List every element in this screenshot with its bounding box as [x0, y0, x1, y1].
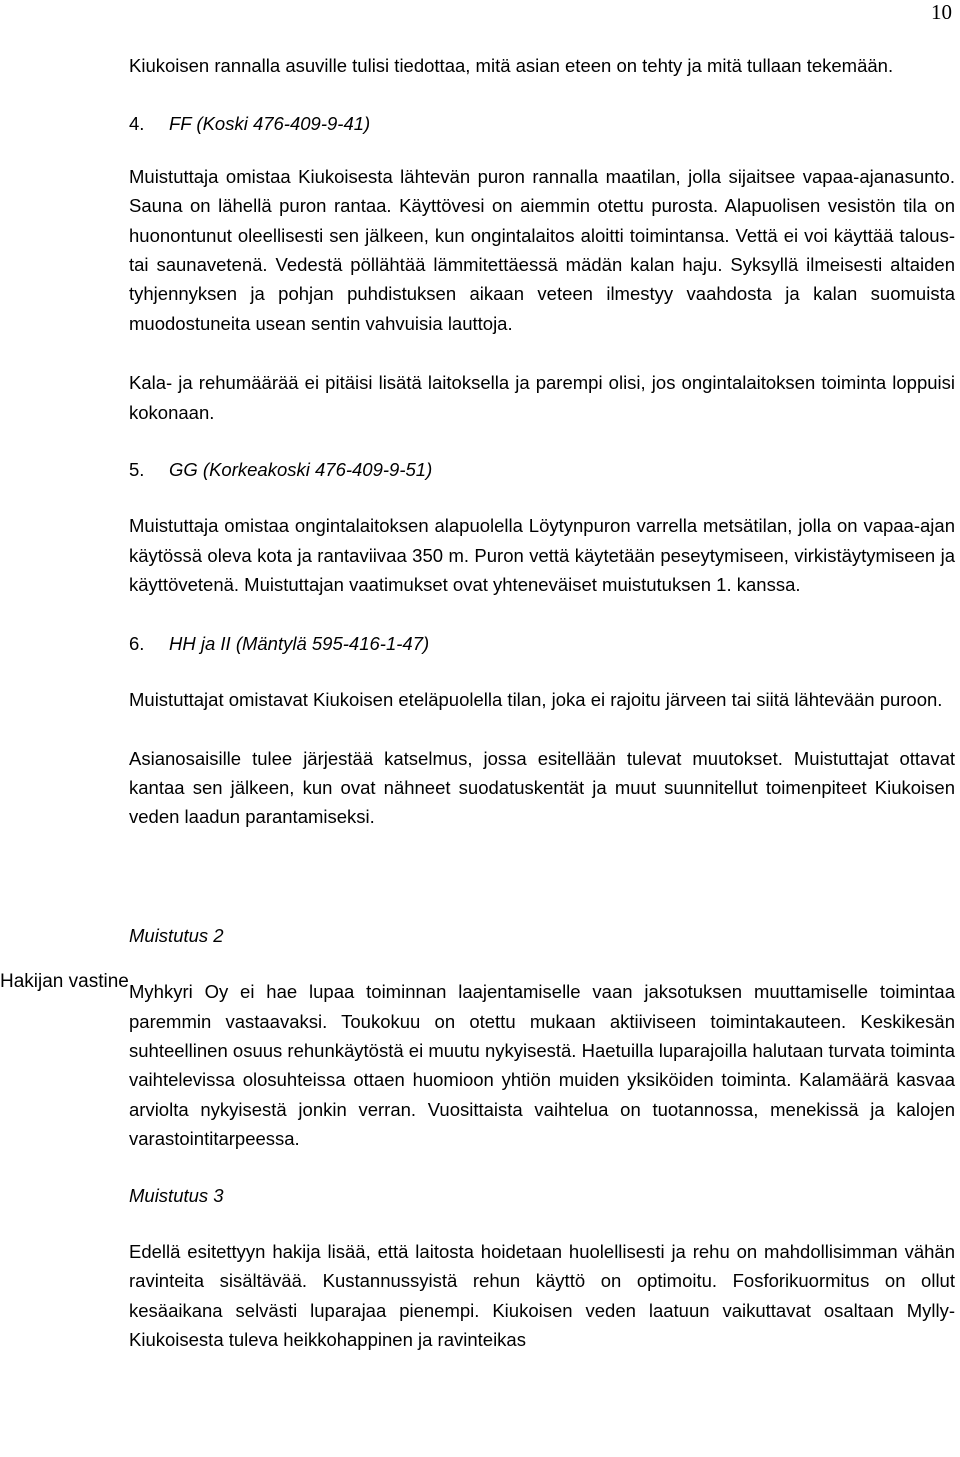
remark-heading-3: Muistutus 3: [129, 1184, 224, 1206]
paragraph: Muistuttajat omistavat Kiukoisen eteläpuolella tilan, joka ei rajoitu järveen tai siitä lähtevään puroon.: [129, 689, 943, 711]
side-label-applicant-response: Hakijan vastine: [0, 971, 129, 992]
remark-heading-2: Muistutus 2: [129, 924, 224, 946]
paragraph: Kiukoisen rannalla asuville tulisi tiedottaa, mitä asian eteen on tehty ja mitä tullaan tekemään.: [129, 55, 894, 76]
item-number: 4.: [129, 113, 145, 135]
item-title: HH ja II (Mäntylä 595-416-1-47): [169, 632, 430, 654]
item-number: 5.: [129, 459, 145, 481]
paragraph: Muistuttaja omistaa ongintalaitoksen alapuolella Löytynpuron varrella metsätilan, jolla on vapaa-ajan käytössä oleva kota ja rantaviivaa 350 m. Puron vettä käytetään peseytymiseen, virkistäytymiseen ja käyttövetenä. Muistuttajan vaatimukset ovat yhteneväiset muistutuksen 1. kanssa.: [129, 515, 955, 596]
paragraph: Kala- ja rehumäärää ei pitäisi lisätä laitoksella ja parempi olisi, jos ongintalaitoksen toiminta loppuisi kokonaan.: [129, 372, 955, 423]
page-number: 10: [931, 0, 952, 24]
item-number: 6.: [129, 632, 145, 654]
item-title: FF (Koski 476-409-9-41): [169, 113, 371, 135]
item-heading-6: [129, 629, 955, 658]
item-heading-4: [129, 109, 955, 138]
paragraph: Muistuttaja omistaa Kiukoisesta lähtevän puron rannalla maatilan, jolla sijaitsee vapaa-ajanasunto. Sauna on lähellä puron rantaa. Käyttövesi on aiemmin otettu purosta. Alapuolisen vesistön tila on huonontunut oleellisesti sen jälkeen, kun ongintalaitos aloitti toimintansa. Vettä ei voi käyttää talous- tai saunavetenä. Vedestä pöllähtää lämmitettäessä mädän kalan haju. Syksyllä ilmeisesti altaiden tyhjennyksen ja pohjan puhdistuksen aikaan veteen ilmestyy vaahdosta ja kalan suomuista muodostuneita usean sentin vahvuisia lauttoja.: [129, 165, 955, 334]
paragraph: Edellä esitettyyn hakija lisää, että laitosta hoidetaan huolellisesti ja rehu on mahdollisimman vähän ravinteita sisältävää. Kustannussyistä rehun käyttö on optimoitu. Fosforikuormitus on ollut kesäaikana selvästi luparajaa pienempi. Kiukoisen veden laatuun vaikuttavat osaltaan Mylly-Kiukoisesta tuleva heikkohappinen ja ravinteikas: [129, 1240, 955, 1351]
paragraph: Asianosaisille tulee järjestää katselmus, jossa esitellään tulevat muutokset. Muistuttajat ottavat kantaa sen jälkeen, kun ovat nähneet suodatuskentät ja muut suunnitellut toimenpiteet Kiukoisen veden laadun parantamiseksi.: [129, 747, 955, 828]
paragraph: Myhkyri Oy ei hae lupaa toiminnan laajentamiselle vaan jaksotuksen muuttamiselle toimintaa paremmin vastaavaksi. Toukokuu on otettu mukaan aktiiviseen toimintakauteen. Keskikesän suhteellinen osuus rehunkäytöstä ei muutu nykyisestä. Haetuilla luparajoilla halutaan turvata toiminta vaihtelevissa olosuhteissa ottaen huomioon yhtiön muiden yksiköiden toiminta. Kalamäärä kasvaa arviolta nykyisestä jonkin verran. Vuosittaista vaihtelua on tuotannossa, menekissä ja kalojen varastointitarpeessa.: [129, 981, 955, 1150]
document-body: [129, 51, 955, 1355]
item-title: GG (Korkeakoski 476-409-9-51): [169, 459, 433, 481]
item-heading-5: [129, 455, 955, 484]
